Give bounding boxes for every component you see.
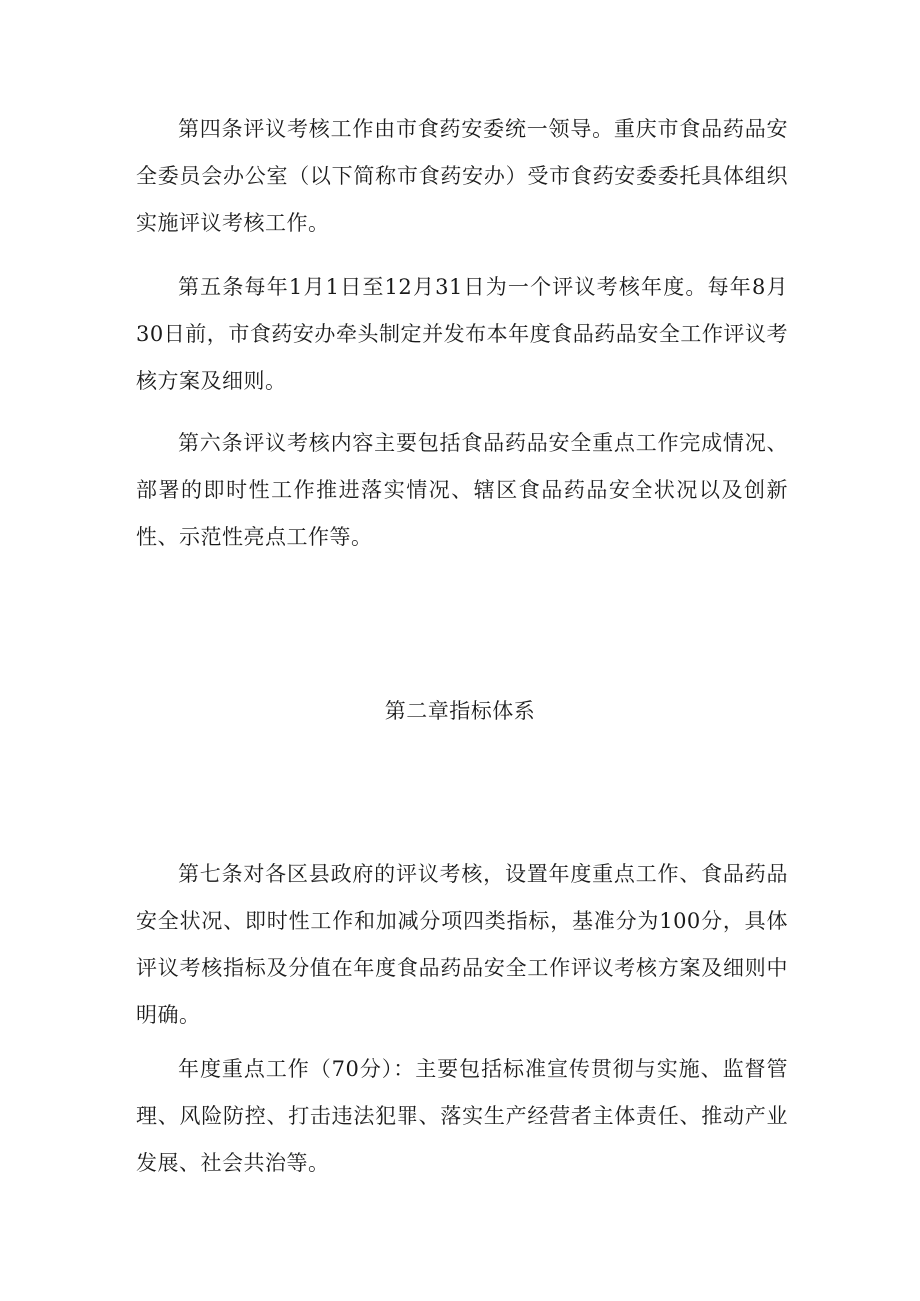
key-work-paragraph: 年度重点工作（70分）：主要包括标准宣传贯彻与实施、监督管理、风险防控、打击违法犯罪、落实生产经营者主体责任、推动产业发展、社会共治等。	[136, 1057, 788, 1175]
chapter-heading: 第二章指标体系	[384, 699, 536, 723]
article-7-paragraph: 第七条对各区县政府的评议考核，设置年度重点工作、食品药品安全状况、即时性工作和加减分项四类指标，基准分为100分，具体评议考核指标及分值在年度食品药品安全工作评议考核方案及细则中明确。	[136, 862, 788, 1027]
article-6-paragraph: 第六条评议考核内容主要包括食品药品安全重点工作完成情况、部署的即时性工作推进落实情况、辖区食品药品安全状况以及创新性、示范性亮点工作等。	[136, 431, 788, 549]
article-4-paragraph: 第四条评议考核工作由市食药安委统一领导。重庆市食品药品安全委员会办公室（以下简称市食药安办）受市食药安委委托具体组织实施评议考核工作。	[136, 117, 788, 235]
article-5-paragraph: 第五条每年1月1日至12月31日为一个评议考核年度。每年8月30日前，市食药安办牵头制定并发布本年度食品药品安全工作评议考核方案及细则。	[136, 275, 788, 393]
